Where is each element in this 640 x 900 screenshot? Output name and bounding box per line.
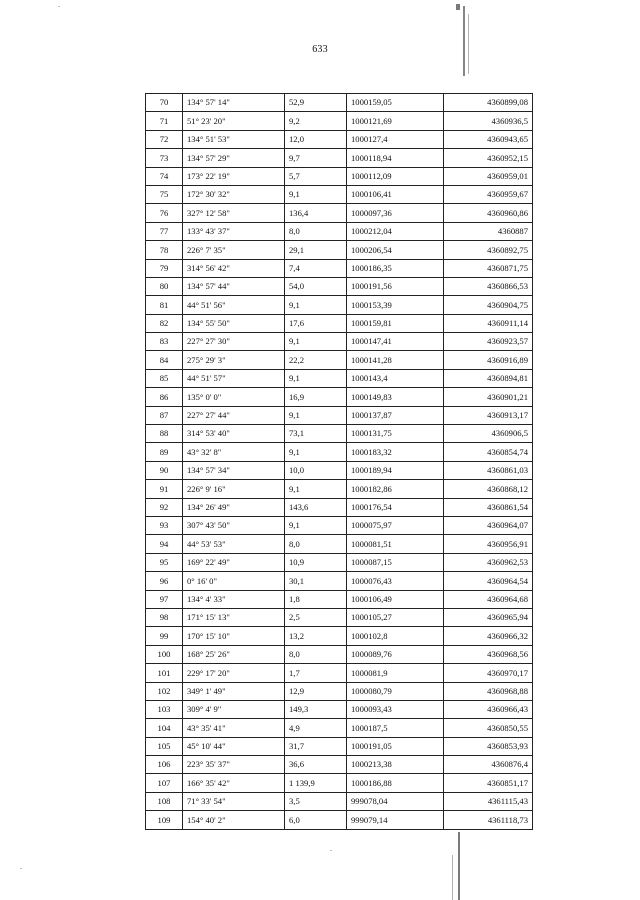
point-number-cell: 107 [146, 774, 183, 792]
table-row [146, 406, 533, 424]
distance-cell: 73,1 [285, 425, 347, 443]
distance-cell: 8,0 [285, 222, 347, 240]
distance-cell: 9,1 [285, 443, 347, 461]
angle-cell: 170° 15' 10" [183, 627, 285, 645]
table-row [146, 664, 533, 682]
y-coordinate-cell: 4360956,91 [444, 535, 533, 553]
distance-cell: 13,2 [285, 627, 347, 645]
table-row [146, 535, 533, 553]
x-coordinate-cell: 1000105,27 [347, 608, 444, 626]
table-row [146, 516, 533, 534]
x-coordinate-cell: 1000112,09 [347, 167, 444, 185]
angle-cell: 44° 51' 56" [183, 296, 285, 314]
x-coordinate-cell: 1000089,76 [347, 645, 444, 663]
point-number-cell: 101 [146, 664, 183, 682]
x-coordinate-cell: 1000189,94 [347, 461, 444, 479]
angle-cell: 171° 15' 13" [183, 608, 285, 626]
y-coordinate-cell: 4360970,17 [444, 664, 533, 682]
y-coordinate-cell: 4360854,74 [444, 443, 533, 461]
point-number-cell: 77 [146, 222, 183, 240]
table-row [146, 296, 533, 314]
distance-cell: 16,9 [285, 388, 347, 406]
x-coordinate-cell: 1000102,8 [347, 627, 444, 645]
angle-cell: 223° 35' 37" [183, 756, 285, 774]
point-number-cell: 81 [146, 296, 183, 314]
point-number-cell: 70 [146, 94, 183, 112]
point-number-cell: 106 [146, 756, 183, 774]
angle-cell: 134° 57' 34" [183, 461, 285, 479]
table-row [146, 461, 533, 479]
point-number-cell: 78 [146, 241, 183, 259]
x-coordinate-cell: 1000206,54 [347, 241, 444, 259]
table-row [146, 627, 533, 645]
point-number-cell: 79 [146, 259, 183, 277]
table-row [146, 774, 533, 792]
scan-speck [20, 868, 22, 869]
x-coordinate-cell: 1000191,05 [347, 737, 444, 755]
distance-cell: 54,0 [285, 277, 347, 295]
angle-cell: 226° 7' 35" [183, 241, 285, 259]
x-coordinate-cell: 1000075,97 [347, 516, 444, 534]
angle-cell: 154° 40' 2" [183, 811, 285, 829]
distance-cell: 9,2 [285, 112, 347, 130]
scan-artifact-bottom [458, 832, 460, 900]
angle-cell: 227° 27' 44" [183, 406, 285, 424]
y-coordinate-cell: 4360901,21 [444, 388, 533, 406]
y-coordinate-cell: 4360964,68 [444, 590, 533, 608]
distance-cell: 1,8 [285, 590, 347, 608]
point-number-cell: 75 [146, 185, 183, 203]
angle-cell: 44° 53' 53" [183, 535, 285, 553]
x-coordinate-cell: 1000093,43 [347, 700, 444, 718]
y-coordinate-cell: 4360964,07 [444, 516, 533, 534]
distance-cell: 17,6 [285, 314, 347, 332]
distance-cell: 29,1 [285, 241, 347, 259]
angle-cell: 133° 43' 37" [183, 222, 285, 240]
scan-artifact-top-mark [456, 4, 460, 10]
y-coordinate-cell: 4360851,17 [444, 774, 533, 792]
distance-cell: 8,0 [285, 535, 347, 553]
distance-cell: 143,6 [285, 498, 347, 516]
page-number: 633 [312, 44, 328, 55]
point-number-cell: 93 [146, 516, 183, 534]
scan-speck [58, 6, 60, 7]
table-row [146, 443, 533, 461]
scan-artifact-bottom-thin [452, 855, 453, 900]
x-coordinate-cell: 1000147,41 [347, 333, 444, 351]
table-row [146, 425, 533, 443]
angle-cell: 134° 57' 14" [183, 94, 285, 112]
x-coordinate-cell: 1000176,54 [347, 498, 444, 516]
angle-cell: 275° 29' 3" [183, 351, 285, 369]
table-row [146, 792, 533, 810]
x-coordinate-cell: 1000159,81 [347, 314, 444, 332]
table-row [146, 700, 533, 718]
x-coordinate-cell: 1000106,41 [347, 185, 444, 203]
x-coordinate-cell: 1000159,05 [347, 94, 444, 112]
x-coordinate-cell: 1000213,38 [347, 756, 444, 774]
point-number-cell: 97 [146, 590, 183, 608]
table-row [146, 480, 533, 498]
distance-cell: 9,1 [285, 516, 347, 534]
table-row [146, 149, 533, 167]
table-row [146, 241, 533, 259]
x-coordinate-cell: 1000186,88 [347, 774, 444, 792]
distance-cell: 30,1 [285, 572, 347, 590]
point-number-cell: 91 [146, 480, 183, 498]
x-coordinate-cell: 1000143,4 [347, 369, 444, 387]
point-number-cell: 96 [146, 572, 183, 590]
y-coordinate-cell: 4360966,43 [444, 700, 533, 718]
distance-cell: 31,7 [285, 737, 347, 755]
x-coordinate-cell: 1000212,04 [347, 222, 444, 240]
distance-cell: 1 139,9 [285, 774, 347, 792]
angle-cell: 0° 16' 0" [183, 572, 285, 590]
y-coordinate-cell: 4360936,5 [444, 112, 533, 130]
table-row [146, 388, 533, 406]
y-coordinate-cell: 4360866,53 [444, 277, 533, 295]
y-coordinate-cell: 4360899,08 [444, 94, 533, 112]
point-number-cell: 103 [146, 700, 183, 718]
coordinates-table [145, 93, 533, 830]
distance-cell: 136,4 [285, 204, 347, 222]
table-row [146, 185, 533, 203]
point-number-cell: 84 [146, 351, 183, 369]
distance-cell: 4,9 [285, 719, 347, 737]
angle-cell: 71° 33' 54" [183, 792, 285, 810]
x-coordinate-cell: 1000137,87 [347, 406, 444, 424]
x-coordinate-cell: 1000097,36 [347, 204, 444, 222]
y-coordinate-cell: 4360894,81 [444, 369, 533, 387]
angle-cell: 226° 9' 16" [183, 480, 285, 498]
distance-cell: 9,1 [285, 296, 347, 314]
y-coordinate-cell: 4360962,53 [444, 553, 533, 571]
point-number-cell: 85 [146, 369, 183, 387]
x-coordinate-cell: 1000141,28 [347, 351, 444, 369]
x-coordinate-cell: 1000182,86 [347, 480, 444, 498]
x-coordinate-cell: 1000149,83 [347, 388, 444, 406]
point-number-cell: 88 [146, 425, 183, 443]
angle-cell: 51° 23' 20" [183, 112, 285, 130]
point-number-cell: 105 [146, 737, 183, 755]
y-coordinate-cell: 4360916,89 [444, 351, 533, 369]
x-coordinate-cell: 999079,14 [347, 811, 444, 829]
y-coordinate-cell: 4360959,01 [444, 167, 533, 185]
angle-cell: 43° 32' 8" [183, 443, 285, 461]
point-number-cell: 89 [146, 443, 183, 461]
table-row [146, 811, 533, 829]
y-coordinate-cell: 4360966,32 [444, 627, 533, 645]
y-coordinate-cell: 4360968,56 [444, 645, 533, 663]
table-row [146, 277, 533, 295]
angle-cell: 43° 35' 41" [183, 719, 285, 737]
angle-cell: 172° 30' 32" [183, 185, 285, 203]
x-coordinate-cell: 1000127,4 [347, 130, 444, 148]
point-number-cell: 92 [146, 498, 183, 516]
y-coordinate-cell: 4360853,93 [444, 737, 533, 755]
distance-cell: 9,1 [285, 369, 347, 387]
point-number-cell: 102 [146, 682, 183, 700]
point-number-cell: 108 [146, 792, 183, 810]
y-coordinate-cell: 4360911,14 [444, 314, 533, 332]
point-number-cell: 94 [146, 535, 183, 553]
angle-cell: 135° 0' 0" [183, 388, 285, 406]
point-number-cell: 90 [146, 461, 183, 479]
table-row [146, 572, 533, 590]
x-coordinate-cell: 1000118,94 [347, 149, 444, 167]
angle-cell: 44° 51' 57" [183, 369, 285, 387]
y-coordinate-cell: 4360850,55 [444, 719, 533, 737]
distance-cell: 10,0 [285, 461, 347, 479]
y-coordinate-cell: 4360887 [444, 222, 533, 240]
y-coordinate-cell: 4360861,03 [444, 461, 533, 479]
scan-speck [330, 850, 332, 851]
distance-cell: 9,7 [285, 149, 347, 167]
x-coordinate-cell: 999078,04 [347, 792, 444, 810]
y-coordinate-cell: 4360943,65 [444, 130, 533, 148]
angle-cell: 45° 10' 44" [183, 737, 285, 755]
distance-cell: 3,5 [285, 792, 347, 810]
x-coordinate-cell: 1000187,5 [347, 719, 444, 737]
x-coordinate-cell: 1000081,9 [347, 664, 444, 682]
table-row [146, 222, 533, 240]
table-row [146, 682, 533, 700]
angle-cell: 307° 43' 50" [183, 516, 285, 534]
distance-cell: 10,9 [285, 553, 347, 571]
table-row [146, 130, 533, 148]
distance-cell: 2,5 [285, 608, 347, 626]
table-row [146, 498, 533, 516]
table-row [146, 333, 533, 351]
distance-cell: 7,4 [285, 259, 347, 277]
angle-cell: 227° 27' 30" [183, 333, 285, 351]
x-coordinate-cell: 1000153,39 [347, 296, 444, 314]
angle-cell: 134° 4' 33" [183, 590, 285, 608]
scan-artifact-top [463, 6, 465, 76]
point-number-cell: 83 [146, 333, 183, 351]
table-row [146, 608, 533, 626]
x-coordinate-cell: 1000087,15 [347, 553, 444, 571]
y-coordinate-cell: 4360923,57 [444, 333, 533, 351]
x-coordinate-cell: 1000080,79 [347, 682, 444, 700]
y-coordinate-cell: 4361115,43 [444, 792, 533, 810]
y-coordinate-cell: 4360952,15 [444, 149, 533, 167]
angle-cell: 134° 51' 53" [183, 130, 285, 148]
point-number-cell: 80 [146, 277, 183, 295]
point-number-cell: 72 [146, 130, 183, 148]
distance-cell: 12,9 [285, 682, 347, 700]
angle-cell: 134° 55' 50" [183, 314, 285, 332]
table-row [146, 351, 533, 369]
x-coordinate-cell: 1000121,69 [347, 112, 444, 130]
angle-cell: 327° 12' 58" [183, 204, 285, 222]
distance-cell: 6,0 [285, 811, 347, 829]
y-coordinate-cell: 4360965,94 [444, 608, 533, 626]
table-row [146, 369, 533, 387]
angle-cell: 349° 1' 49" [183, 682, 285, 700]
point-number-cell: 99 [146, 627, 183, 645]
point-number-cell: 82 [146, 314, 183, 332]
y-coordinate-cell: 4360861,54 [444, 498, 533, 516]
y-coordinate-cell: 4360876,4 [444, 756, 533, 774]
distance-cell: 5,7 [285, 167, 347, 185]
angle-cell: 314° 56' 42" [183, 259, 285, 277]
point-number-cell: 109 [146, 811, 183, 829]
distance-cell: 9,1 [285, 333, 347, 351]
angle-cell: 166° 35' 42" [183, 774, 285, 792]
distance-cell: 9,1 [285, 480, 347, 498]
y-coordinate-cell: 4361118,73 [444, 811, 533, 829]
x-coordinate-cell: 1000081,51 [347, 535, 444, 553]
table-row [146, 94, 533, 112]
table-row [146, 167, 533, 185]
y-coordinate-cell: 4360960,86 [444, 204, 533, 222]
distance-cell: 9,1 [285, 406, 347, 424]
point-number-cell: 95 [146, 553, 183, 571]
table-row [146, 737, 533, 755]
y-coordinate-cell: 4360906,5 [444, 425, 533, 443]
table-row [146, 719, 533, 737]
point-number-cell: 87 [146, 406, 183, 424]
angle-cell: 134° 57' 44" [183, 277, 285, 295]
distance-cell: 1,7 [285, 664, 347, 682]
point-number-cell: 100 [146, 645, 183, 663]
table-row [146, 112, 533, 130]
angle-cell: 309° 4' 9" [183, 700, 285, 718]
angle-cell: 134° 57' 29" [183, 149, 285, 167]
y-coordinate-cell: 4360871,75 [444, 259, 533, 277]
angle-cell: 314° 53' 40" [183, 425, 285, 443]
y-coordinate-cell: 4360968,88 [444, 682, 533, 700]
angle-cell: 168° 25' 26" [183, 645, 285, 663]
point-number-cell: 98 [146, 608, 183, 626]
point-number-cell: 86 [146, 388, 183, 406]
angle-cell: 229° 17' 20" [183, 664, 285, 682]
y-coordinate-cell: 4360959,67 [444, 185, 533, 203]
x-coordinate-cell: 1000106,49 [347, 590, 444, 608]
x-coordinate-cell: 1000076,43 [347, 572, 444, 590]
distance-cell: 36,6 [285, 756, 347, 774]
point-number-cell: 73 [146, 149, 183, 167]
y-coordinate-cell: 4360904,75 [444, 296, 533, 314]
x-coordinate-cell: 1000183,32 [347, 443, 444, 461]
angle-cell: 173° 22' 19" [183, 167, 285, 185]
y-coordinate-cell: 4360892,75 [444, 241, 533, 259]
point-number-cell: 74 [146, 167, 183, 185]
x-coordinate-cell: 1000186,35 [347, 259, 444, 277]
distance-cell: 8,0 [285, 645, 347, 663]
y-coordinate-cell: 4360913,17 [444, 406, 533, 424]
distance-cell: 12,0 [285, 130, 347, 148]
table-row [146, 259, 533, 277]
y-coordinate-cell: 4360868,12 [444, 480, 533, 498]
point-number-cell: 76 [146, 204, 183, 222]
table-row [146, 756, 533, 774]
point-number-cell: 71 [146, 112, 183, 130]
distance-cell: 22,2 [285, 351, 347, 369]
table-row [146, 314, 533, 332]
x-coordinate-cell: 1000191,56 [347, 277, 444, 295]
x-coordinate-cell: 1000131,75 [347, 425, 444, 443]
point-number-cell: 104 [146, 719, 183, 737]
table-row [146, 553, 533, 571]
table-row [146, 645, 533, 663]
y-coordinate-cell: 4360964,54 [444, 572, 533, 590]
distance-cell: 149,3 [285, 700, 347, 718]
distance-cell: 9,1 [285, 185, 347, 203]
distance-cell: 52,9 [285, 94, 347, 112]
angle-cell: 134° 26' 49" [183, 498, 285, 516]
table-row [146, 204, 533, 222]
angle-cell: 169° 22' 49" [183, 553, 285, 571]
table-row [146, 590, 533, 608]
